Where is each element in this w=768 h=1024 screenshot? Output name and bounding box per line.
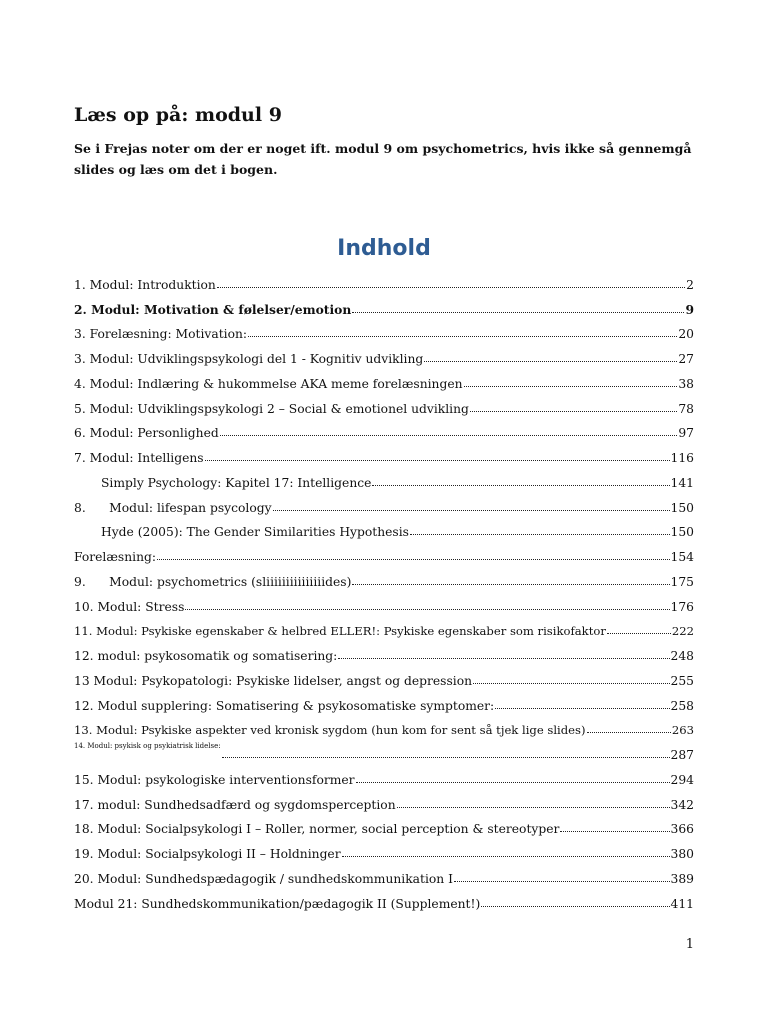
toc-entry[interactable] xyxy=(74,440,694,465)
toc-entry-label: 12. Modul supplering: Somatisering & psykosomatiske symptomer: xyxy=(74,698,495,713)
toc-entry-label: 7. Modul: Intelligens xyxy=(74,451,204,465)
toc-entry-page: 294 xyxy=(670,772,694,787)
table-of-contents xyxy=(74,267,694,911)
toc-entry-page: 248 xyxy=(670,649,694,663)
toc-entry-page: 150 xyxy=(670,500,694,515)
toc-entry[interactable] xyxy=(74,787,694,812)
toc-leader-dots xyxy=(495,708,669,709)
toc-entry-label: 8. Modul: lifespan psycology xyxy=(74,500,272,515)
toc-entry-page: 27 xyxy=(678,352,694,366)
toc-entry[interactable] xyxy=(74,366,694,391)
toc-entry-page: 154 xyxy=(670,550,694,564)
toc-entry-label: 9. Modul: psychometrics (sliiiiiiiiiiiiiiides) xyxy=(74,574,352,589)
toc-entry-page: 255 xyxy=(670,673,694,688)
toc-entry[interactable] xyxy=(74,465,694,490)
toc-leader-dots xyxy=(205,460,670,461)
toc-entry-page: 97 xyxy=(678,426,694,441)
toc-entry-page: 116 xyxy=(670,451,694,465)
toc-entry-label: 6. Modul: Personlighed xyxy=(74,426,219,441)
toc-entry-label: 4. Modul: Indlæring & hukommelse AKA meme forelæsningen xyxy=(74,376,463,391)
toc-leader-dots xyxy=(372,485,669,486)
toc-leader-dots xyxy=(352,312,684,313)
toc-entry-page: 141 xyxy=(670,475,694,490)
toc-entry-label: 3. Forelæsning: Motivation: xyxy=(74,327,248,342)
toc-entry[interactable] xyxy=(74,886,694,911)
toc-leader-dots xyxy=(222,757,670,758)
toc-entry[interactable] xyxy=(74,688,694,713)
toc-entry[interactable] xyxy=(74,539,694,564)
toc-title: Indhold xyxy=(337,236,431,261)
toc-entry[interactable] xyxy=(74,391,694,416)
toc-leader-dots xyxy=(157,559,670,560)
toc-entry[interactable] xyxy=(74,292,694,317)
page-number: 1 xyxy=(685,937,694,952)
toc-leader-dots xyxy=(352,584,669,585)
toc-entry-page: 366 xyxy=(670,822,694,837)
toc-entry-label: 11. Modul: Psykiske egenskaber & helbred ELLER!: Psykiske egenskaber som risikofaktor xyxy=(74,624,606,639)
toc-entry-label: Modul 21: Sundhedskommunikation/pædagogik II (Supplement!) xyxy=(74,896,481,911)
toc-entry[interactable] xyxy=(74,317,694,342)
toc-entry[interactable] xyxy=(74,713,694,738)
toc-entry-page: 38 xyxy=(678,376,694,391)
toc-entry-label: 19. Modul: Socialpsykologi II – Holdninger xyxy=(74,847,341,861)
toc-entry-page: 20 xyxy=(678,327,694,342)
toc-entry-label: 15. Modul: psykologiske interventionsformer xyxy=(74,772,355,787)
toc-entry-label: Hyde (2005): The Gender Similarities Hypothesis xyxy=(101,525,409,540)
toc-entry-page: 150 xyxy=(670,525,694,540)
note-paragraph: Se i Frejas noter om der er noget ift. modul 9 om psychometrics, hvis ikke så gennemgå slides og læs om det i bogen. xyxy=(74,141,692,177)
toc-entry[interactable] xyxy=(74,267,694,292)
toc-entry-label: 20. Modul: Sundhedspædagogik / sundhedskommunikation I xyxy=(74,871,453,886)
toc-entry[interactable] xyxy=(74,638,694,663)
toc-entry-page: 342 xyxy=(670,797,694,812)
toc-leader-dots xyxy=(464,386,678,387)
toc-entry-page: 380 xyxy=(670,847,694,861)
toc-entry-page: 78 xyxy=(678,401,694,416)
toc-leader-dots xyxy=(338,658,669,659)
toc-entry[interactable] xyxy=(74,663,694,688)
toc-leader-dots xyxy=(248,336,677,337)
toc-entry-label: 1. Modul: Introduktion xyxy=(74,277,216,292)
toc-entry-page: 389 xyxy=(670,871,694,886)
toc-entry-label: Forelæsning: xyxy=(74,550,157,564)
toc-entry-page: 2 xyxy=(686,277,694,292)
toc-leader-dots xyxy=(587,732,671,733)
toc-leader-dots xyxy=(560,831,669,832)
toc-entry[interactable] xyxy=(74,812,694,837)
toc-entry-page: 258 xyxy=(670,698,694,713)
toc-entry[interactable] xyxy=(74,490,694,515)
toc-leader-dots xyxy=(470,411,677,412)
toc-entry-page: 411 xyxy=(670,896,694,911)
toc-entry-label: 17. modul: Sundhedsadfærd og sygdomsperception xyxy=(74,797,396,812)
toc-leader-dots xyxy=(607,633,671,634)
page-heading: Læs op på: modul 9 xyxy=(74,104,282,126)
toc-entry-page: 175 xyxy=(670,574,694,589)
toc-entry-label: 13. Modul: Psykiske aspekter ved kronisk sygdom (hun kom for sent så tjek lige slides) xyxy=(74,723,586,738)
toc-leader-dots xyxy=(342,856,670,857)
toc-entry[interactable] xyxy=(74,614,694,639)
toc-leader-dots xyxy=(185,609,669,610)
toc-entry-label: 3. Modul: Udviklingspsykologi del 1 - Kognitiv udvikling xyxy=(74,352,424,366)
toc-entry-label: Simply Psychology: Kapitel 17: Intelligence xyxy=(101,475,372,490)
toc-leader-dots xyxy=(481,906,669,907)
toc-entry[interactable] xyxy=(74,564,694,589)
toc-leader-dots xyxy=(273,510,670,511)
toc-leader-dots xyxy=(397,807,670,808)
toc-entry-page: 287 xyxy=(670,748,694,762)
toc-leader-dots xyxy=(454,881,670,882)
toc-entry[interactable] xyxy=(74,762,694,787)
toc-entry-page: 9 xyxy=(685,301,694,317)
toc-entry-page: 263 xyxy=(671,723,694,738)
toc-leader-dots xyxy=(220,435,678,436)
toc-entry[interactable] xyxy=(74,836,694,861)
toc-entry-page: 222 xyxy=(671,624,694,639)
toc-leader-dots xyxy=(473,683,669,684)
toc-entry[interactable] xyxy=(74,861,694,886)
toc-entry-label: 13 Modul: Psykopatologi: Psykiske lidelser, angst og depression xyxy=(74,673,473,688)
toc-entry[interactable] xyxy=(74,341,694,366)
toc-entry-page: 176 xyxy=(670,599,694,614)
toc-entry-label: 12. modul: psykosomatik og somatisering: xyxy=(74,649,338,663)
toc-entry[interactable] xyxy=(74,737,694,762)
toc-entry-label: 2. Modul: Motivation & følelser/emotion xyxy=(74,301,352,317)
toc-entry[interactable] xyxy=(74,589,694,614)
toc-entry-label: 10. Modul: Stress xyxy=(74,599,185,614)
toc-leader-dots xyxy=(356,782,670,783)
toc-leader-dots xyxy=(217,287,685,288)
toc-entry[interactable] xyxy=(74,515,694,540)
toc-leader-dots xyxy=(424,361,677,362)
toc-leader-dots xyxy=(410,534,670,535)
toc-entry-label: 5. Modul: Udviklingspsykologi 2 – Social & emotionel udvikling xyxy=(74,401,469,416)
toc-entry-label: 18. Modul: Socialpsykologi I – Roller, normer, social perception & stereotyper xyxy=(74,822,560,837)
toc-entry[interactable] xyxy=(74,416,694,441)
toc-entry-label: 14. Modul: psykisk og psykiatrisk lidelse: xyxy=(74,742,221,751)
